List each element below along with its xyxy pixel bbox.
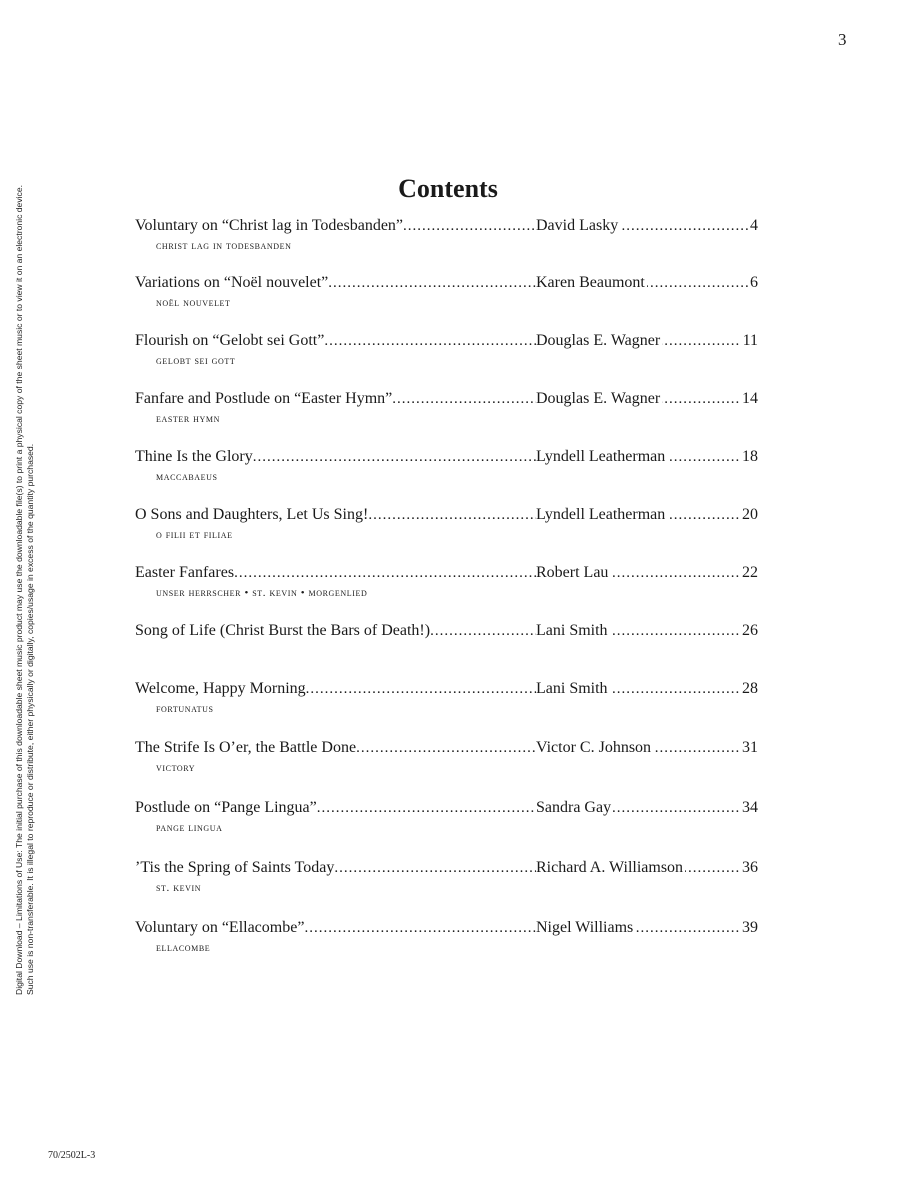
entry-title: Flourish on “Gelobt sei Gott” <box>135 332 325 349</box>
dot-leader <box>304 920 536 937</box>
dot-leader <box>306 681 536 698</box>
entry-tune: unser herrscher • st. kevin • morgenlied <box>156 587 368 599</box>
dot-leader <box>328 275 536 292</box>
entry-tune: fortunatus <box>156 703 214 715</box>
entry-line <box>135 680 758 702</box>
entry-page: 34 <box>742 799 758 816</box>
entry-composer: Nigel Williams <box>536 919 634 936</box>
side-notice-line-2: Such use is non-transferable. It is illegal to reproduce or distribute, either physically or digitally, copies/usage in excess of the quantity purchased. <box>25 443 35 995</box>
entry-line <box>135 919 758 941</box>
entry-page: 22 <box>742 564 758 581</box>
entry-tune: noël nouvelet <box>156 297 231 309</box>
entry-line <box>135 799 758 821</box>
entry-tune: victory <box>156 762 196 774</box>
dot-leader <box>392 391 536 408</box>
entry-line <box>135 390 758 412</box>
entry-tune: o filii et filiae <box>156 529 233 541</box>
entry-page: 20 <box>742 506 758 523</box>
entry-tune: christ lag in todesbanden <box>156 240 292 252</box>
entry-composer: Lyndell Leatherman <box>536 506 666 523</box>
page-title: Contents <box>398 174 498 203</box>
contents-entry <box>0 859 900 899</box>
entry-line <box>135 739 758 761</box>
entry-composer: Karen Beaumont <box>536 274 645 291</box>
entry-line <box>135 274 758 296</box>
entry-line <box>135 332 758 354</box>
entry-title: Fanfare and Postlude on “Easter Hymn” <box>135 390 393 407</box>
entry-page: 14 <box>742 390 758 407</box>
side-notice-line-1: Digital Download – Limitations of Use: The initial purchase of this downloadable sheet music product may use the downloadable file(s) to print a physical copy of the sheet music or to view it on an electronic device. <box>14 185 24 995</box>
entry-line <box>135 448 758 470</box>
dot-leader <box>368 507 536 524</box>
entry-composer: Richard A. Williamson <box>536 859 684 876</box>
entry-line <box>135 506 758 528</box>
entry-page: 31 <box>742 739 758 756</box>
entry-line <box>135 217 758 239</box>
contents-entry <box>0 564 900 604</box>
entry-title: Thine Is the Glory <box>135 448 253 465</box>
entry-page: 4 <box>750 217 758 234</box>
entry-composer: David Lasky <box>536 217 619 234</box>
entry-title: ’Tis the Spring of Saints Today <box>135 859 335 876</box>
catalog-code: 70/2502L-3 <box>48 1150 96 1161</box>
entry-page: 11 <box>742 332 758 349</box>
dot-leader <box>403 218 536 235</box>
entry-tune: st. kevin <box>156 882 202 894</box>
entry-tune: maccabaeus <box>156 471 218 483</box>
contents-entry <box>0 680 900 720</box>
entry-title: Voluntary on “Ellacombe” <box>135 919 305 936</box>
dot-leader <box>324 333 536 350</box>
page-number: 3 <box>838 30 847 49</box>
contents-entry <box>0 799 900 839</box>
entry-title: Welcome, Happy Morning <box>135 680 306 697</box>
entry-page: 28 <box>742 680 758 697</box>
entry-composer: Douglas E. Wagner <box>536 332 661 349</box>
entry-composer: Robert Lau <box>536 564 609 581</box>
entry-page: 6 <box>750 274 758 291</box>
contents-entry <box>0 622 900 662</box>
entry-composer: Lani Smith <box>536 622 608 639</box>
entry-tune: ellacombe <box>156 942 211 954</box>
entry-composer: Sandra Gay <box>536 799 612 816</box>
dot-leader <box>356 740 536 757</box>
entry-title: Variations on “Noël nouvelet” <box>135 274 329 291</box>
entry-title: The Strife Is O’er, the Battle Done <box>135 739 357 756</box>
entry-title: O Sons and Daughters, Let Us Sing! <box>135 506 369 523</box>
contents-entry <box>0 217 900 257</box>
contents-entry <box>0 448 900 488</box>
entry-composer: Lyndell Leatherman <box>536 448 666 465</box>
dot-leader <box>253 449 536 466</box>
contents-entry <box>0 506 900 546</box>
entry-page: 18 <box>742 448 758 465</box>
entry-composer: Victor C. Johnson <box>536 739 652 756</box>
dot-leader <box>234 565 536 582</box>
contents-entry <box>0 332 900 372</box>
entry-tune: easter hymn <box>156 413 221 425</box>
dot-leader <box>317 800 536 817</box>
entry-composer: Lani Smith <box>536 680 608 697</box>
entry-line <box>135 859 758 881</box>
entry-page: 36 <box>742 859 758 876</box>
dot-leader <box>334 860 536 877</box>
entry-line <box>135 622 758 644</box>
contents-entry <box>0 919 900 959</box>
entry-composer: Douglas E. Wagner <box>536 390 661 407</box>
entry-title: Postlude on “Pange Lingua” <box>135 799 317 816</box>
contents-entry <box>0 739 900 779</box>
entry-tune: gelobt sei gott <box>156 355 236 367</box>
entry-page: 26 <box>742 622 758 639</box>
entry-title: Easter Fanfares <box>135 564 235 581</box>
entry-page: 39 <box>742 919 758 936</box>
entry-line <box>135 564 758 586</box>
dot-leader <box>430 623 536 640</box>
entry-title: Song of Life (Christ Burst the Bars of Death!) <box>135 622 431 639</box>
contents-entry <box>0 390 900 430</box>
entry-title: Voluntary on “Christ lag in Todesbanden” <box>135 217 404 234</box>
entry-tune: pange lingua <box>156 822 223 834</box>
contents-entry <box>0 274 900 314</box>
